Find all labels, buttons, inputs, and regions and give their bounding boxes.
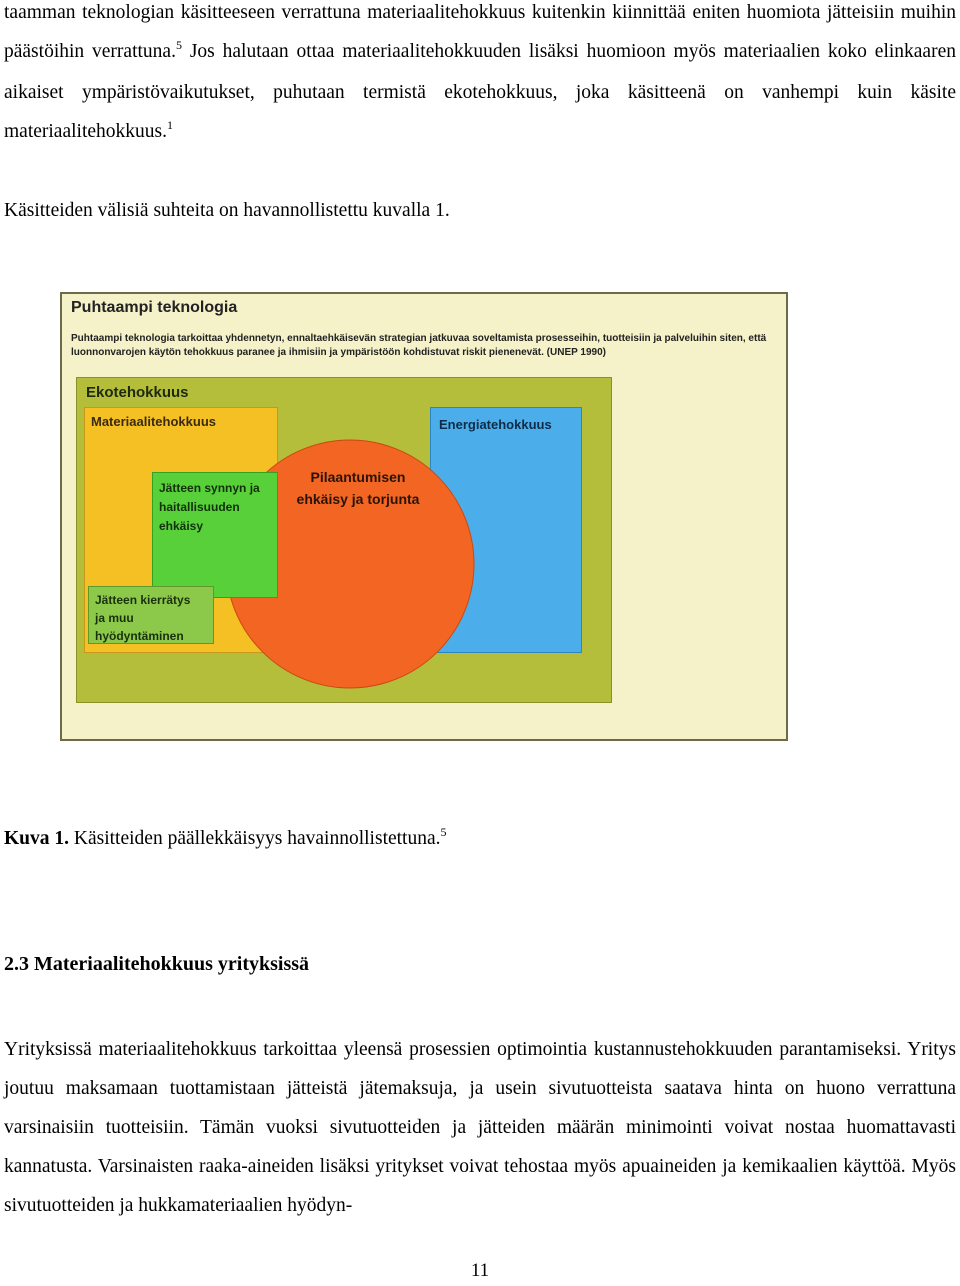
- paragraph-figure-intro: Käsitteiden välisiä suhteita on havannollistettu kuvalla 1.: [4, 200, 450, 221]
- cleaner-technology-title: Puhtaampi teknologia: [71, 299, 238, 316]
- paragraph-intro: [4, 0, 956, 153]
- pollution-prevention-label: [278, 466, 438, 510]
- paragraph-text: taamman teknologian käsitteeseen verrattuna materiaalitehokkuus kuitenkin kiinnittää eniten huomiota jätteisiin muihin päästöihin verrattuna.: [4, 2, 956, 62]
- material-efficiency-title: Materiaalitehokkuus: [91, 414, 216, 429]
- figure-caption: [4, 821, 447, 858]
- pollution-prevention-line: ehkäisy ja torjunta: [296, 491, 420, 507]
- eco-efficiency-title: Ekotehokkuus: [86, 384, 189, 401]
- waste-prevention-line: ehkäisy: [159, 519, 204, 533]
- waste-prevention-title: [159, 479, 260, 536]
- concept-diagram: [60, 292, 788, 741]
- section-heading: 2.3 Materiaalitehokkuus yrityksissä: [4, 953, 310, 975]
- pollution-prevention-line: Pilaantumisen: [310, 469, 406, 485]
- figure-caption-text: Käsitteiden päällekkäisyys havainnollistettuna.: [69, 828, 441, 849]
- reference-superscript: 5: [175, 38, 182, 52]
- paragraph-text: Jos halutaan ottaa materiaalitehokkuuden lisäksi huomioon myös materiaalien koko elinkaaren aikaiset ympäristövaikutukset, puhutaan termistä ekotehokkuus, joka käsitteenä on vanhempi kuin käsite materiaalitehokkuus.: [4, 41, 956, 142]
- waste-prevention-line: haitallisuuden: [159, 500, 240, 514]
- waste-recycling-line: hyödyntäminen: [95, 629, 184, 643]
- reference-superscript: 5: [440, 825, 447, 839]
- page-number: 11: [470, 1260, 490, 1281]
- waste-recycling-line: ja muu: [95, 611, 134, 625]
- waste-recycling-line: Jätteen kierrätys: [95, 593, 191, 607]
- paragraph-section-body: Yrityksissä materiaalitehokkuus tarkoittaa yleensä prosessien optimointia kustannustehokkuuden parantamiseksi. Yritys joutuu maksamaan tuottamistaan jätteistä jätemaksuja, ja usein sivutuotteista saatava hinta on huono verrattuna varsinaisiin tuotteisiin. Tämän vuoksi sivutuotteiden ja jätteiden määrän minimointi voivat nostaa huomattavasti kannatusta. Varsinaisten raaka-aineiden lisäksi yritykset voivat tehostaa myös apuaineiden ja kemikaalien käyttöä. Myös sivutuotteiden ja hukkamateriaalien hyödyn-: [4, 1039, 956, 1216]
- cleaner-technology-description: Puhtaampi teknologia tarkoittaa yhdennetyn, ennaltaehkäisevän strategian jatkuvaa soveltamista prosesseihin, tuotteisiin ja palveluihin siten, että luonnonvarojen käytön tehokkuus paranee ja ihmisiin ja ympäristöön kohdistuvat riskit pienenevät. (UNEP 1990): [71, 333, 767, 358]
- waste-recycling-box: [88, 586, 214, 644]
- figure-caption-label: Kuva 1.: [4, 828, 70, 849]
- waste-recycling-title: [95, 591, 190, 645]
- waste-prevention-box: [152, 472, 278, 598]
- energy-efficiency-title: Energiatehokkuus: [439, 417, 552, 432]
- waste-prevention-line: Jätteen synnyn ja: [159, 481, 260, 495]
- reference-superscript: 1: [167, 118, 173, 132]
